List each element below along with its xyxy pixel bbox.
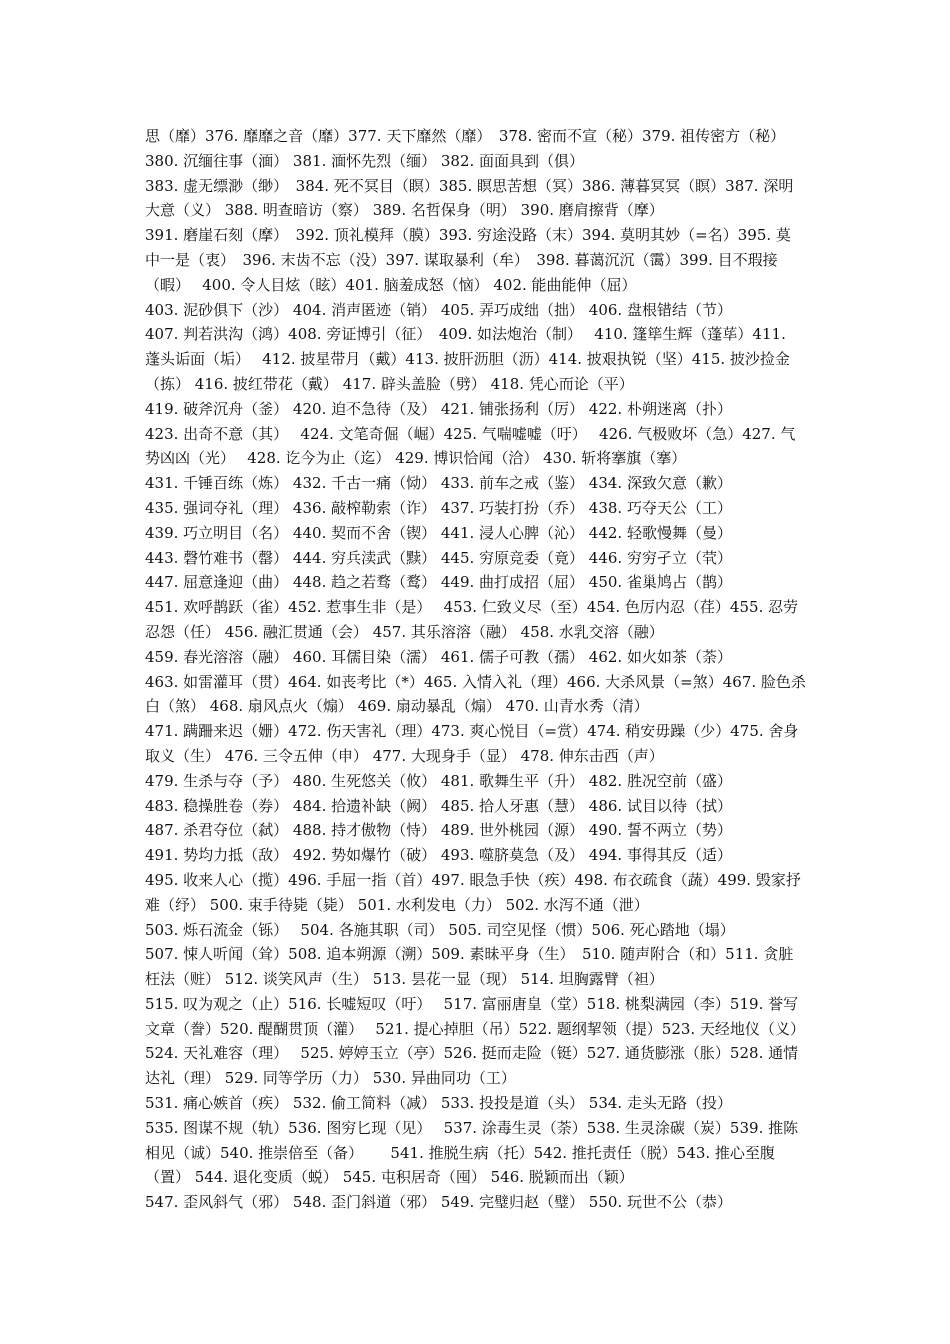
text-line: 435. 强词夺礼（理） 436. 敲榨勒索（诈） 437. 巧装打扮（乔） 438. 巧夺天公（工） <box>145 498 732 517</box>
text-line: 495. 收来人心（揽）496. 手屈一指（首）497. 眼急手快（疾）498. 布衣疏食（蔬）499. 毁家抒 <box>145 870 801 889</box>
text-line: 507. 悚人听闻（耸）508. 追本朔源（溯）509. 素昧平身（生） 510. 随声附合（和）511. 贪脏 <box>145 945 794 964</box>
text-line: 383. 虚无缥渺（缈） 384. 死不冥目（瞑）385. 瞑思苦想（冥）386. 薄暮冥冥（瞑）387. 深明 <box>145 176 794 195</box>
text-line: 势凶凶（光） 428. 讫今为止（迄） 429. 博识恰闻（洽） 430. 斩将搴旗（搴） <box>145 449 687 468</box>
text-line: 463. 如雷灌耳（贯）464. 如丧考比（*）465. 入情入礼（理）466. 大杀风景（=煞）467. 脸色杀 <box>145 672 806 691</box>
text-line: 451. 欢呼鹊跃（雀）452. 惹事生非（是） 453. 仁致义尽（至）454. 色厉内忍（荏）455. 忍劳 <box>145 598 799 617</box>
text-line: 459. 春光溶溶（融） 460. 耳儒目染（濡） 461. 儒子可教（孺） 462. 如火如茶（荼） <box>145 647 732 666</box>
text-line: 中一是（衷） 396. 末齿不忘（没）397. 谋取暴利（牟） 398. 暮蔼沉沉（霭）399. 目不瑕接 <box>145 250 778 269</box>
text-line: 391. 磨崖石刻（摩） 392. 顶礼模拜（膜）393. 穷途没路（末）394. 莫明其妙（=名）395. 莫 <box>145 226 791 245</box>
text-line: 白（煞） 468. 扇风点火（煽） 469. 扇动暴乱（煽） 470. 山青水秀（清） <box>145 697 649 716</box>
text-line: 535. 图谋不规（轨）536. 图穷匕现（见） 537. 涂毒生灵（荼）538. 生灵涂碳（炭）539. 推陈 <box>145 1118 799 1137</box>
text-line: 忍怨（任） 456. 融汇贯通（会） 457. 其乐溶溶（融） 458. 水乳交溶（融） <box>145 622 664 641</box>
text-line: 447. 屈意逢迎（曲） 448. 趋之若骛（鹜） 449. 曲打成招（屈） 450. 雀巢鸠占（鹊） <box>145 573 732 592</box>
text-line: 相见（诚）540. 推崇倍至（备） 541. 推脱生病（托）542. 推托责任（脱）543. 推心至腹 <box>145 1143 775 1162</box>
text-line: 547. 歪风斜气（邪） 548. 歪门斜道（邪） 549. 完璧归赵（璧） 550. 玩世不公（恭） <box>145 1193 732 1212</box>
text-line: 531. 痛心嫉首（疾） 532. 偷工简料（减） 533. 投投是道（头） 534. 走头无路（投） <box>145 1094 732 1113</box>
text-line: 431. 千锤百练（炼） 432. 千古一痛（恸） 433. 前车之戒（鉴） 434. 深致欠意（歉） <box>145 474 732 493</box>
text-line: 419. 破斧沉舟（釜） 420. 迫不急待（及） 421. 铺张扬利（厉） 422. 朴朔迷离（扑） <box>145 399 732 418</box>
text-line: 479. 生杀与夺（予） 480. 生死悠关（攸） 481. 歌舞生平（升） 482. 胜况空前（盛） <box>145 771 732 790</box>
text-line: （暇） 400. 令人目炫（眩）401. 脑羞成怒（恼） 402. 能曲能伸（屈） <box>145 275 637 294</box>
text-line: 取义（生） 476. 三令五伸（申） 477. 大现身手（显） 478. 伸东击西（声） <box>145 746 664 765</box>
text-line: 407. 判若洪沟（鸿）408. 旁证博引（征） 409. 如法炮治（制） 410. 篷筚生辉（蓬荜）411. <box>145 325 786 344</box>
text-line: （拣） 416. 披红带花（戴） 417. 辟头盖脸（劈） 418. 凭心而论（平） <box>145 374 634 393</box>
text-line: 423. 出奇不意（其） 424. 文笔奇倔（崛）425. 气喘嘘嘘（吁） 426. 气极败坏（急）427. 气 <box>145 424 796 443</box>
text-line: 403. 泥砂俱下（沙） 404. 消声匿迹（销） 405. 弄巧成绌（拙） 406. 盘根错结（节） <box>145 300 732 319</box>
text-line: 大意（义） 388. 明查暗访（察） 389. 名哲保身（明） 390. 磨肩擦背（摩） <box>145 201 664 220</box>
text-line: 471. 蹒跚来迟（姗）472. 伤天害礼（理）473. 爽心悦目（=赏）474. 稍安毋躁（少）475. 舍身 <box>145 722 799 741</box>
text-line: 503. 烁石流金（铄） 504. 各施其职（司） 505. 司空见怪（惯）506. 死心踏地（塌） <box>145 920 735 939</box>
text-line: 439. 巧立明目（名） 440. 契而不舍（锲） 441. 浸人心脾（沁） 442. 轻歌慢舞（曼） <box>145 523 732 542</box>
text-line: 491. 势均力抵（敌） 492. 势如爆竹（破） 493. 噬脐莫急（及） 494. 事得其反（适） <box>145 846 732 865</box>
text-line: 难（纾） 500. 束手待毙（毙） 501. 水利发电（力） 502. 水泻不通（泄） <box>145 895 649 914</box>
text-line: 蓬头诟面（垢） 412. 披星带月（戴）413. 披肝沥胆（沥）414. 披艰执锐（坚）415. 披沙捡金 <box>145 350 790 369</box>
text-line: 524. 天礼难容（理） 525. 婷婷玉立（亭）526. 挺而走险（铤）527. 通货膨涨（胀）528. 通情 <box>145 1044 799 1063</box>
text-line: 483. 稳操胜卷（券） 484. 拾遗补缺（阙） 485. 拾人牙惠（慧） 486. 试目以待（拭） <box>145 796 732 815</box>
text-line: 文章（誊）520. 醍醐贯顶（灌） 521. 提心掉胆（吊）522. 题纲挈领（提）523. 天经地仪（义） <box>145 1019 805 1038</box>
idiom-correction-list <box>145 124 813 1215</box>
text-line: 思（靡）376. 靡靡之音（靡）377. 天下靡然（靡） 378. 密而不宣（秘）379. 祖传密方（秘） <box>145 127 786 145</box>
text-line: 枉法（赃） 512. 谈笑风声（生） 513. 昙花一显（现） 514. 坦胸露臂（袒） <box>145 970 664 989</box>
text-line: 515. 叹为观之（止）516. 长嘘短叹（吁） 517. 富丽唐皇（堂）518. 桃梨满园（李）519. 誉写 <box>145 994 799 1013</box>
text-line: 达礼（理） 529. 同等学历（力） 530. 异曲同功（工） <box>145 1069 516 1088</box>
text-line: 380. 沉缅往事（湎） 381. 湎怀先烈（缅） 382. 面面具到（俱） <box>145 151 585 170</box>
text-line: （置） 544. 退化变质（蜕） 545. 屯积居奇（囤） 546. 脱颖而出（颖） <box>145 1168 634 1187</box>
text-line: 443. 磬竹难书（罄） 444. 穷兵渎武（黩） 445. 穷原竞委（竟） 446. 穷穷孑立（茕） <box>145 548 732 567</box>
text-line: 487. 杀君夺位（弑） 488. 持才傲物（恃） 489. 世外桃园（源） 490. 誓不两立（势） <box>145 821 732 840</box>
